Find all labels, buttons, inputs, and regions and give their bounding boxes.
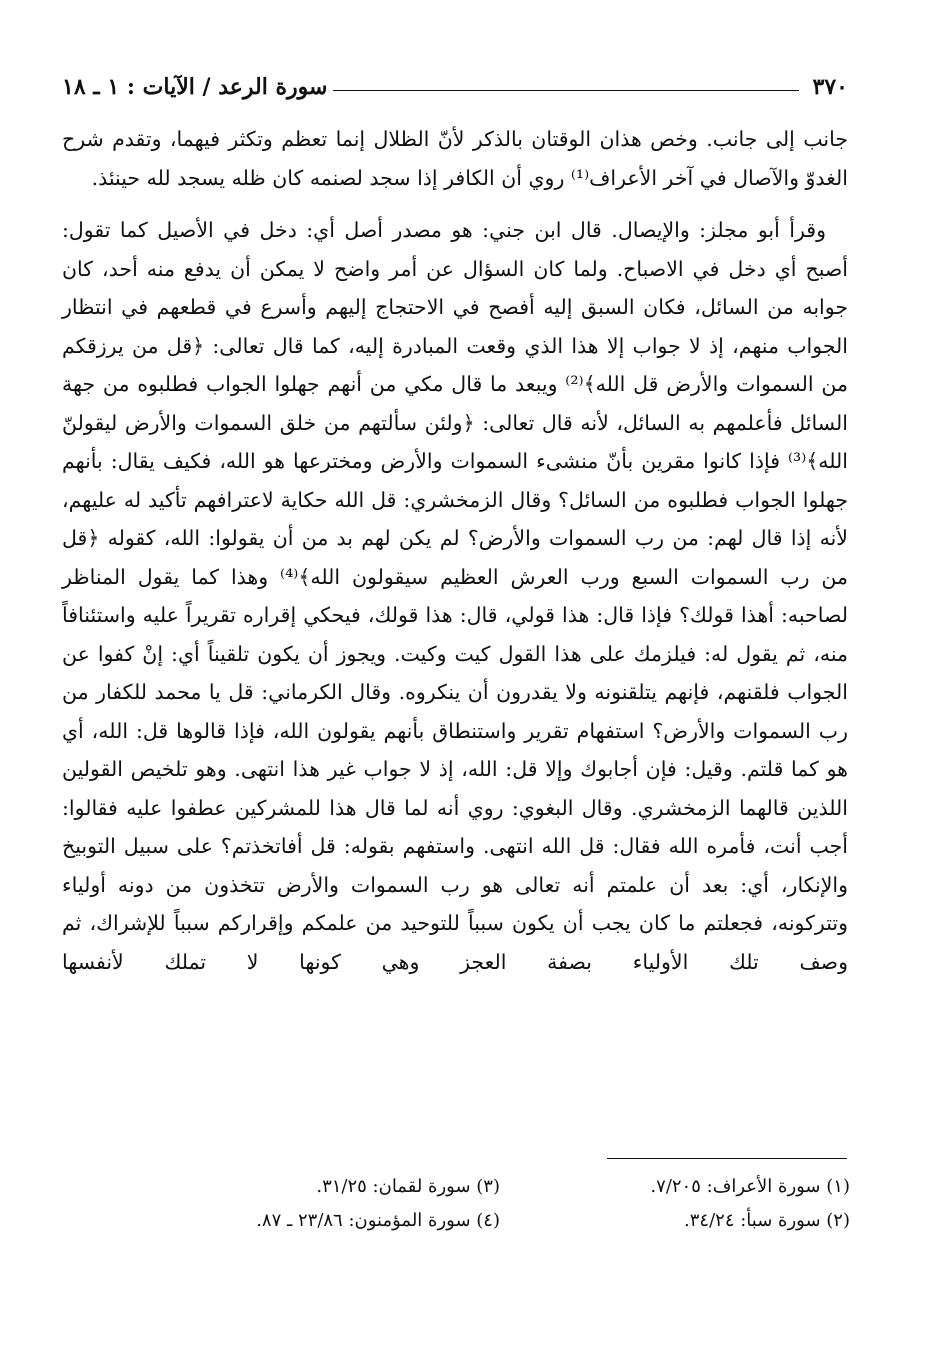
footnote-text: سورة المؤمنون: ٢٣/٨٦ ـ ٨٧. (256, 1210, 471, 1231)
footnote-number: (١) (826, 1176, 850, 1197)
footnote-number: (٢) (826, 1210, 850, 1231)
footnote-3 (150, 1172, 500, 1202)
footnote-text: سورة لقمان: ٣١/٢٥. (316, 1176, 471, 1197)
page-header (62, 60, 848, 100)
running-title: سورة الرعد / الآيات : ١ ـ ١٨ (62, 74, 328, 100)
footnote-rule (607, 1158, 847, 1159)
footnote-1 (500, 1172, 850, 1202)
footnote-2 (500, 1206, 850, 1236)
footnote-text: سورة سبأ: ٣٤/٢٤. (684, 1210, 821, 1231)
main-text (62, 120, 848, 981)
paragraph-2: وقرأ أبو مجلز: والإيصال. قال ابن جني: هو مصدر أصل أي: دخل في الأصيل كما تقول: أصبح أي دخل في الاصباح. ولما كان السؤال عن أمر واضح لا يمكن أن يدفع منه أحد، كان جوابه من السائل، فكان السبق إليه أفصح في الاحتجاج إليهم وأسرع في قطعهم في انتظار الجواب منهم، إذ لا جواب إلا هذا الذي وقعت المبادرة إليه، كما قال تعالى: ﴿قل من يرزقكم من السموات والأرض قل الله﴾⁽²⁾ ويبعد ما قال مكي من أنهم جهلوا الجواب فطلبوه من جهة السائل فأعلمهم به السائل، لأنه قال تعالى: ﴿ولئن سألتهم من خلق السموات والأرض ليقولنّ الله﴾⁽³⁾ فإذا كانوا مقرين بأنّ منشىء السموات والأرض ومخترعها هو الله، فكيف يقال: بأنهم جهلوا الجواب فطلبوه من السائل؟ وقال الزمخشري: قل الله حكاية لاعترافهم تأكيد له عليهم، لأنه إذا قال لهم: من رب السموات والأرض؟ لم يكن لهم بد من أن يقولوا: الله، كقوله ﴿قل من رب السموات السبع ورب العرش العظيم سيقولون الله﴾⁽⁴⁾ وهذا كما يقول المناظر لصاحبه: أهذا قولك؟ فإذا قال: هذا قولي، قال: هذا قولك، فيحكي إقراره تقريراً عليه واستئنافاً منه، ثم يقول له: فيلزمك على هذا القول كيت وكيت. ويجوز أن يكون تلقيناً أي: إنْ كفوا عن الجواب فلقنهم، فإنهم يتلقنونه ولا يقدرون أن ينكروه. وقال الكرماني: قل يا محمد للكفار من رب السموات والأرض؟ استفهام تقرير واستنطاق بأنهم يقولون الله، فإذا قالوها قل: الله، أي هو كما قلتم. وقيل: فإن أجابوك وإلا قل: الله، إذ لا جواب غير هذا انتهى. وهو تلخيص القولين اللذين قالهما الزمخشري. وقال البغوي: روي أنه لما قال هذا للمشركين عطفوا عليه فقالوا: أجب أنت، فأمره الله فقال: قل الله انتهى. واستفهم بقوله: قل أفاتخذتم؟ على سبيل التوبيخ والإنكار، أي: بعد أن علمتم أنه تعالى هو رب السموات والأرض تتخذون من دونه أولياء وتتركونه، فجعلتم ما كان يجب أن يكون سبباً للتوحيد من علمكم وإقراركم سبباً للإشراك، ثم وصف تلك الأولياء بصفة العجز وهي كونها لا تملك لأنفسها (62, 218, 848, 974)
footnotes (150, 1172, 850, 1236)
footnote-number: (٣) (476, 1176, 500, 1197)
footnote-4 (150, 1206, 500, 1236)
paragraph-1: جانب إلى جانب. وخص هذان الوقتان بالذكر لأنّ الظلال إنما تعظم وتكثر فيهما، وتقدم شرح الغدوّ والآصال في آخر الأعراف⁽¹⁾ روي أن الكافر إذا سجد لصنمه كان ظله يسجد لله حينئذ. (62, 127, 848, 190)
footnote-number: (٤) (476, 1210, 500, 1231)
page-number: ٣٧٠ (812, 74, 848, 100)
header-rule (333, 90, 798, 91)
footnote-text: سورة الأعراف: ٧/٢٠٥. (650, 1176, 821, 1197)
